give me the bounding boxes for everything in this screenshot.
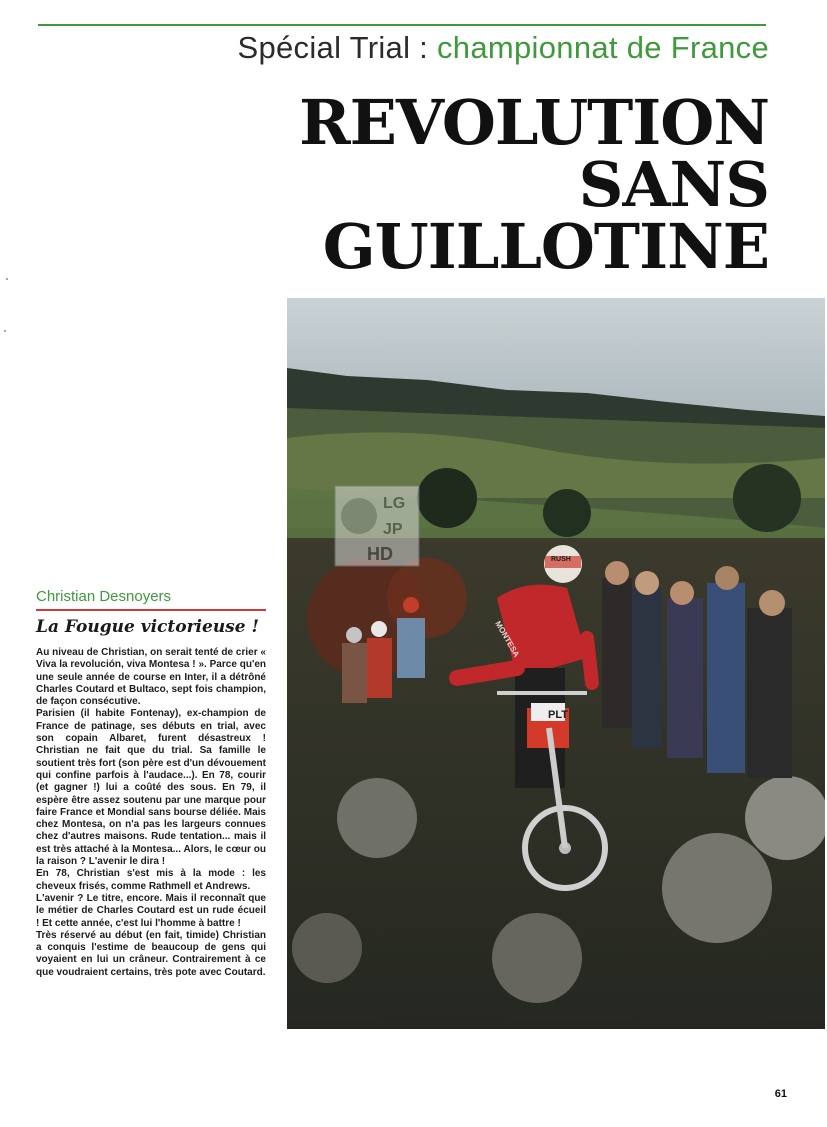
headline-line-2: SANS bbox=[578, 148, 769, 221]
margin-mark bbox=[6, 278, 8, 280]
top-rule bbox=[38, 24, 766, 26]
watermark-logo bbox=[335, 486, 419, 566]
section-kicker bbox=[238, 30, 770, 66]
paragraph: En 78, Christian s'est mis à la mode : les cheveux frisés, comme Rathmell et Andrews. bbox=[36, 868, 266, 892]
paragraph: Au niveau de Christian, on serait tenté de crier « Viva la revolución, viva Montesa ! ». Parce qu'en une seule année de course en Inter, il a détrôné Charles Coutard et Bultaco, sept fois champion, de façon consécutive. bbox=[36, 647, 266, 708]
trial-photo-illustration bbox=[287, 298, 825, 1029]
headline-line-3: GUILLOTINE bbox=[322, 210, 769, 283]
watermark-line-1: LG bbox=[383, 495, 406, 512]
margin-mark bbox=[4, 330, 6, 332]
paragraph: Très réservé au début (en fait, timide) Christian a conquis l'estime de beaucoup de gens qui voyaient en lui un crâneur. Contrairement à ce que voudraient certains, très pote avec Coutard. bbox=[36, 929, 266, 978]
page-number: 61 bbox=[774, 1088, 787, 1100]
sidebar-column bbox=[36, 588, 266, 979]
paragraph: L'avenir ? Le titre, encore. Mais il reconnaît que le métier de Charles Coutard est un rude écueil ! Et cette année, c'est lui l'homme à battre ! bbox=[36, 892, 266, 929]
sidebar-body bbox=[36, 647, 266, 979]
paragraph: Parisien (il habite Fontenay), ex-champion de France de patinage, ses débuts en trial, avec son copain Albaret, furent désastreux ! Christian ne fait que du trial. Sa famille le soutient très fort (son père est d'un dévouement qui confine parfois à l'audace...). En 78, courir (et gagner !) lui a coûté des sous. En 79, il espère être assez soutenu par une marque pour faire France et Mondial sans bourse déliée. Mais chez Montesa, on n'a pas les largeurs connues chez d'autres maisons. Rude tentation... mais il est très attaché à la Montesa... Alors, le cœur ou la raison ? L'avenir le dira ! bbox=[36, 708, 266, 868]
headline bbox=[299, 86, 769, 283]
bib-text: PLT bbox=[548, 709, 568, 721]
watermark-line-2: JP bbox=[383, 521, 403, 538]
helmet-text: RUSH bbox=[551, 556, 571, 563]
author-name: Christian Desnoyers bbox=[36, 588, 266, 611]
jersey-text: MONTESA bbox=[493, 619, 522, 659]
trial-photo bbox=[287, 298, 825, 1029]
kicker-topic: championnat de France bbox=[437, 30, 769, 65]
sidebar-subtitle: La Fougue victorieuse ! bbox=[36, 617, 259, 637]
watermark-line-3: HD bbox=[367, 544, 393, 564]
kicker-prefix: Spécial Trial : bbox=[237, 30, 437, 65]
headline-line-1: REVOLUTION bbox=[299, 86, 769, 159]
